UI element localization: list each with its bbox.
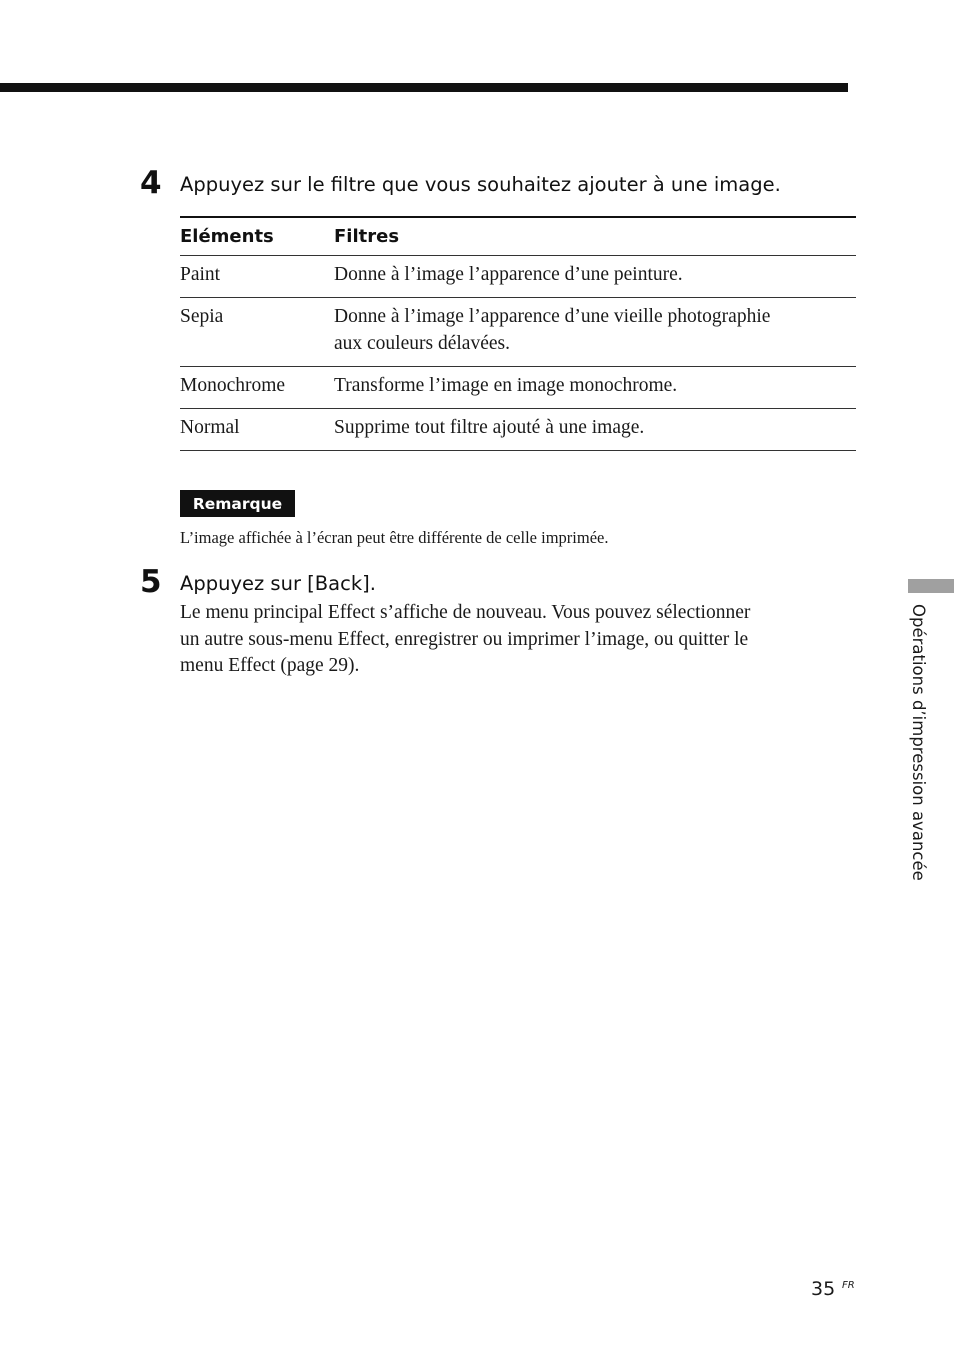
table-row <box>180 409 856 451</box>
table-row <box>180 256 856 298</box>
description-line: Le menu principal Effect s’affiche de nouveau. Vous pouvez sélectionner <box>180 602 751 623</box>
note-badge: Remarque <box>180 490 295 517</box>
step-5-description <box>180 600 856 680</box>
table-header <box>180 218 856 256</box>
row-filter: Transforme l’image en image monochrome. <box>334 375 678 396</box>
row-filter: Supprime tout filtre ajouté à une image. <box>334 417 645 438</box>
header-elements: Eléments <box>180 226 274 247</box>
row-filter: Donne à l’image l’apparence d’une peinture. <box>334 264 683 285</box>
top-rule <box>0 83 848 92</box>
row-element: Normal <box>180 417 240 438</box>
row-element: Paint <box>180 264 221 285</box>
table-row <box>180 367 856 409</box>
row-element: Sepia <box>180 306 224 327</box>
step-5-number: 5 <box>140 564 162 600</box>
section-tab-marker <box>908 579 954 593</box>
step-5-instruction: Appuyez sur [Back]. <box>180 572 376 595</box>
page-number: 35 <box>811 1278 836 1300</box>
filters-table <box>180 216 856 451</box>
description-line: menu Effect (page 29). <box>180 655 360 676</box>
row-filter-line-2: aux couleurs délavées. <box>334 333 510 354</box>
table-row <box>180 298 856 367</box>
step-4-instruction: Appuyez sur le filtre que vous souhaitez ajouter à une image. <box>180 173 781 196</box>
row-filter-line-1: Donne à l’image l’apparence d’une vieille photographie <box>334 306 771 327</box>
note-text: L’image affichée à l’écran peut être différente de celle imprimée. <box>180 528 609 547</box>
header-filters: Filtres <box>334 226 400 247</box>
section-side-label: Opérations d’impression avancée <box>909 604 928 881</box>
page-language: FR <box>842 1280 855 1291</box>
step-4-number: 4 <box>140 165 162 201</box>
row-element: Monochrome <box>180 375 286 396</box>
description-line: un autre sous-menu Effect, enregistrer ou imprimer l’image, ou quitter le <box>180 628 749 650</box>
